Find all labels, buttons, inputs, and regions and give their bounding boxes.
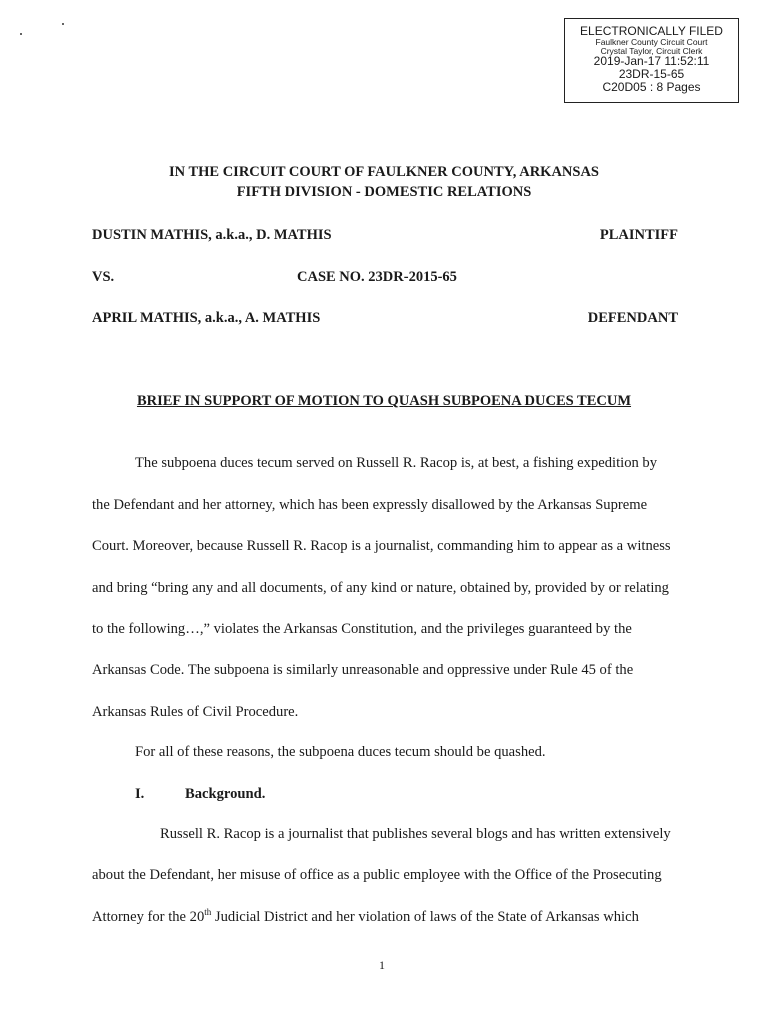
paragraph-line: Arkansas Rules of Civil Procedure. [92,704,299,720]
plaintiff-name: DUSTIN MATHIS, a.k.a., D. MATHIS [92,227,332,243]
stamp-court: Faulkner County Circuit Court [595,36,708,47]
electronic-filing-stamp [564,18,739,103]
scan-speck [20,33,22,35]
paragraph-line [92,907,639,926]
section-heading: Background. [185,786,266,802]
section-number: I. [135,786,145,802]
versus: VS. [92,269,115,285]
plaintiff-role: PLAINTIFF [599,227,678,243]
court-name: IN THE CIRCUIT COURT OF FAULKNER COUNTY, ARKANSAS [168,164,599,180]
defendant-role: DEFENDANT [587,310,678,326]
court-division: FIFTH DIVISION - DOMESTIC RELATIONS [236,184,532,200]
paragraph-line: Court. Moreover, because Russell R. Racop is a journalist, commanding him to appear as a witness [92,538,671,554]
scan-speck [62,23,64,25]
defendant-name: APRIL MATHIS, a.k.a., A. MATHIS [92,310,321,326]
stamp-case-number: 23DR-15-65 [618,67,685,82]
paragraph-line: For all of these reasons, the subpoena duces tecum should be quashed. [135,744,546,760]
paragraph-line: and bring “bring any and all documents, of any kind or nature, obtained by, provided by or relating [92,580,669,596]
paragraph-line: the Defendant and her attorney, which has been expressly disallowed by the Arkansas Supreme [92,497,648,513]
paragraph-line: Arkansas Code. The subpoena is similarly unreasonable and oppressive under Rule 45 of the [92,662,634,678]
stamp-clerk: Crystal Taylor, Circuit Clerk [600,45,703,56]
paragraph-line: about the Defendant, her misuse of office as a public employee with the Office of the Prosecuting [92,867,662,883]
paragraph-text: Judicial District and her violation of laws of the State of Arkansas which [211,908,639,925]
stamp-datetime: 2019-Jan-17 11:52:11 [593,54,710,69]
paragraph-line: Russell R. Racop is a journalist that publishes several blogs and has written extensively [160,826,671,842]
stamp-pages: C20D05 : 8 Pages [602,79,701,94]
paragraph-line: The subpoena duces tecum served on Russell R. Racop is, at best, a fishing expedition by [135,455,658,471]
case-number: CASE NO. 23DR-2015-65 [297,269,457,285]
page-number: 1 [379,958,385,972]
paragraph-line: to the following…,” violates the Arkansas Constitution, and the privileges guaranteed by the [92,621,632,637]
brief-title: BRIEF IN SUPPORT OF MOTION TO QUASH SUBPOENA DUCES TECUM [136,393,632,409]
stamp-filed-label: ELECTRONICALLY FILED [580,24,723,38]
ordinal-suffix: th [204,907,212,917]
paragraph-text: Attorney for the 20 [92,908,205,925]
